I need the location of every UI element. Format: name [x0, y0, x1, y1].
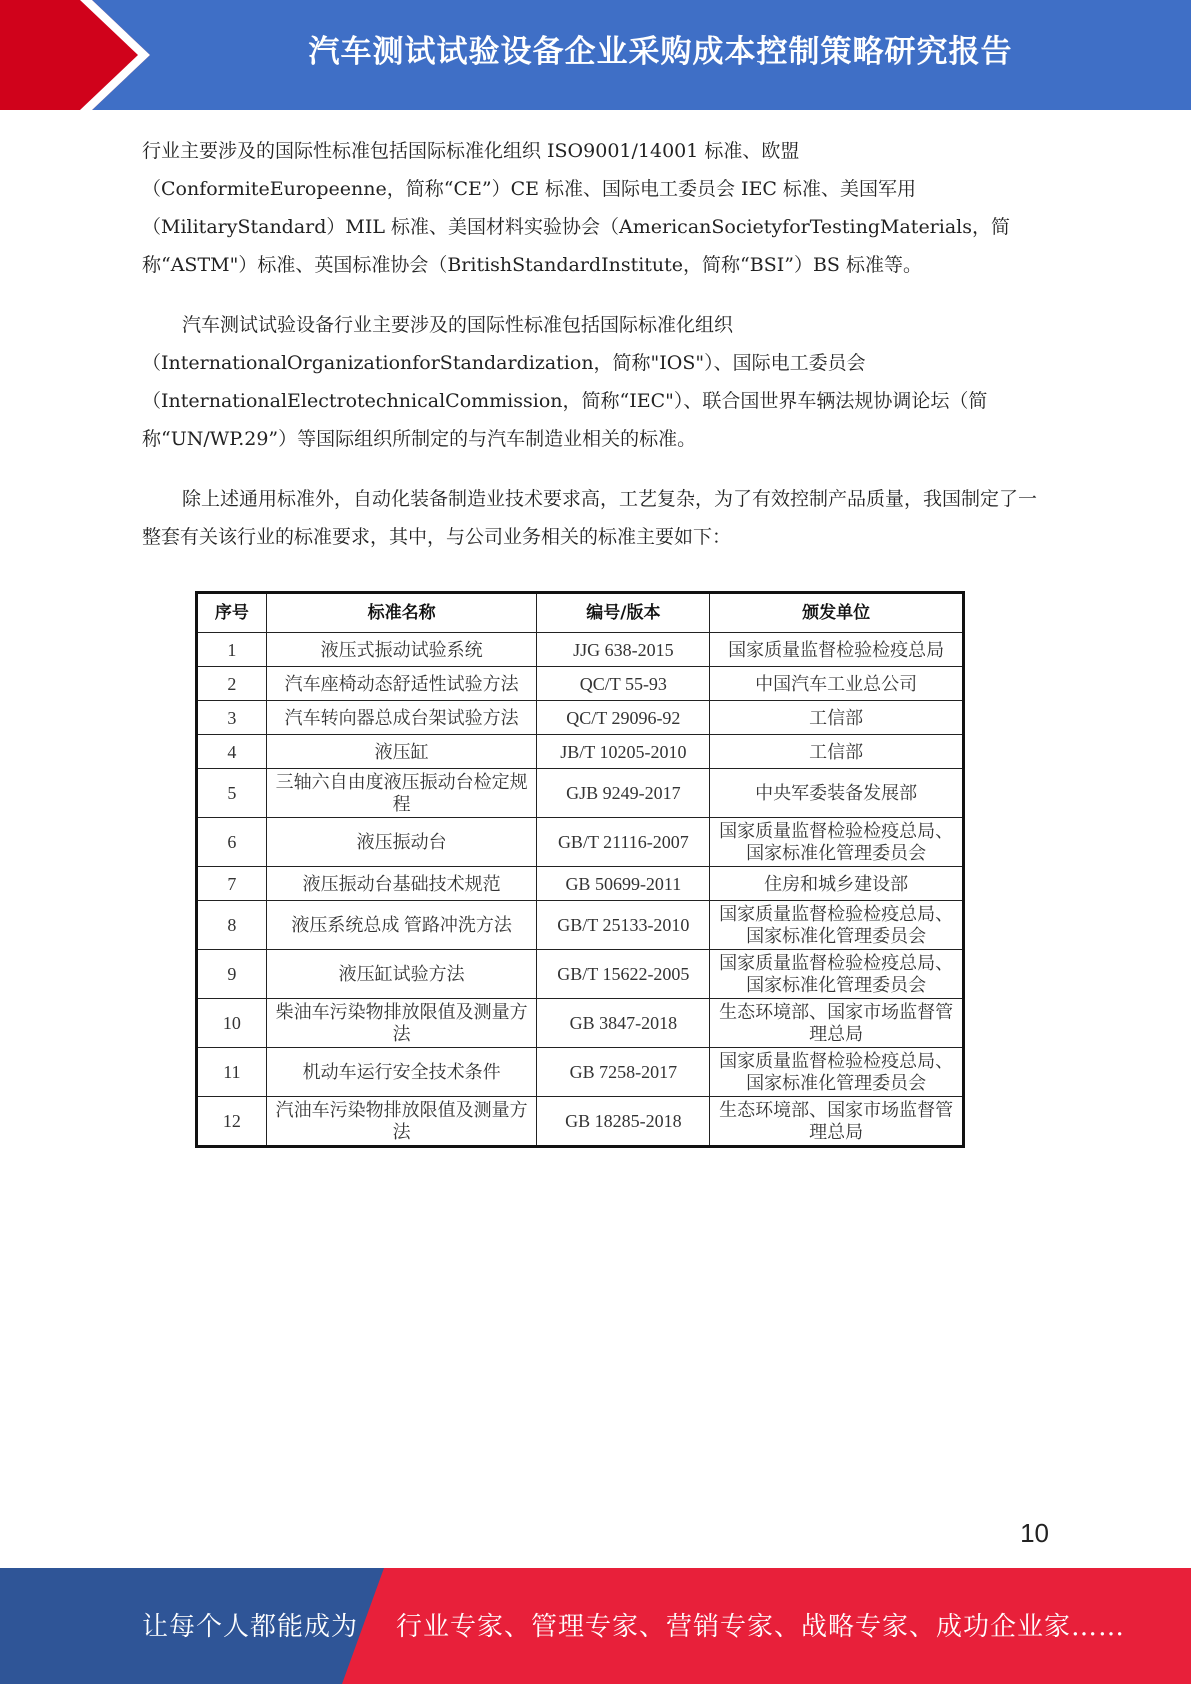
cell-number: 1	[197, 633, 267, 667]
cell-name: 液压振动台基础技术规范	[266, 867, 537, 901]
cell-name: 液压式振动试验系统	[266, 633, 537, 667]
cell-issuer: 国家质量监督检验检疫总局、国家标准化管理委员会	[710, 818, 964, 867]
cell-name: 汽车转向器总成台架试验方法	[266, 701, 537, 735]
cell-code: GB 7258-2017	[537, 1048, 710, 1097]
cell-number: 5	[197, 769, 267, 818]
table-row	[197, 1048, 964, 1097]
cell-code: GJB 9249-2017	[537, 769, 710, 818]
standards-table	[195, 591, 965, 1148]
cell-code: JJG 638-2015	[537, 633, 710, 667]
cell-code: QC/T 29096-92	[537, 701, 710, 735]
cell-name: 液压系统总成 管路冲洗方法	[266, 901, 537, 950]
cell-issuer: 国家质量监督检验检疫总局、国家标准化管理委员会	[710, 1048, 964, 1097]
cell-name: 液压缸	[266, 735, 537, 769]
col-header-name: 标准名称	[266, 593, 537, 633]
cell-number: 12	[197, 1097, 267, 1147]
cell-number: 10	[197, 999, 267, 1048]
table-row	[197, 867, 964, 901]
cell-code: GB/T 21116-2007	[537, 818, 710, 867]
cell-issuer: 生态环境部、国家市场监督管理总局	[710, 1097, 964, 1147]
table-row	[197, 950, 964, 999]
cell-issuer: 中国汽车工业总公司	[710, 667, 964, 701]
cell-code: GB/T 25133-2010	[537, 901, 710, 950]
table-row	[197, 735, 964, 769]
cell-issuer: 国家质量监督检验检疫总局	[710, 633, 964, 667]
cell-name: 机动车运行安全技术条件	[266, 1048, 537, 1097]
footer-slogan-right: 行业专家、管理专家、营销专家、战略专家、成功企业家……	[396, 1612, 1126, 1642]
col-header-issuer: 颁发单位	[710, 593, 964, 633]
cell-name: 汽车座椅动态舒适性试验方法	[266, 667, 537, 701]
cell-name: 柴油车污染物排放限值及测量方法	[266, 999, 537, 1048]
table-row	[197, 999, 964, 1048]
cell-number: 2	[197, 667, 267, 701]
cell-issuer: 住房和城乡建设部	[710, 867, 964, 901]
page-header	[0, 0, 1191, 110]
col-header-code: 编号/版本	[537, 593, 710, 633]
page-number: 10	[1020, 1518, 1049, 1548]
cell-number: 11	[197, 1048, 267, 1097]
cell-name: 汽油车污染物排放限值及测量方法	[266, 1097, 537, 1147]
header-chevron-decoration	[0, 0, 160, 110]
cell-number: 3	[197, 701, 267, 735]
table-row	[197, 818, 964, 867]
table-row	[197, 633, 964, 667]
cell-code: GB 18285-2018	[537, 1097, 710, 1147]
page-footer	[0, 1568, 1191, 1684]
cell-code: QC/T 55-93	[537, 667, 710, 701]
table-row	[197, 701, 964, 735]
cell-issuer: 国家质量监督检验检疫总局、国家标准化管理委员会	[710, 901, 964, 950]
paragraph-2: 汽车测试试验设备行业主要涉及的国际性标准包括国际标准化组织（InternationalOrganizationforStandardization，简称"IOS"）、国际电工委员会（InternationalElectrotechnicalCommission，简称“IEC"）、联合国世界车辆法规协调论坛（简称“UN/WP.29”）等国际组织所制定的与汽车制造业相关的标准。	[142, 314, 988, 450]
table-header-row	[197, 593, 964, 633]
cell-issuer: 工信部	[710, 701, 964, 735]
cell-number: 6	[197, 818, 267, 867]
cell-number: 4	[197, 735, 267, 769]
footer-slogan-left: 让每个人都能成为	[142, 1612, 359, 1642]
cell-number: 9	[197, 950, 267, 999]
cell-issuer: 国家质量监督检验检疫总局、国家标准化管理委员会	[710, 950, 964, 999]
cell-name: 液压缸试验方法	[266, 950, 537, 999]
cell-code: GB/T 15622-2005	[537, 950, 710, 999]
report-title: 汽车测试试验设备企业采购成本控制策略研究报告	[308, 34, 1013, 70]
cell-name: 液压振动台	[266, 818, 537, 867]
cell-code: GB 50699-2011	[537, 867, 710, 901]
paragraph-1: 行业主要涉及的国际性标准包括国际标准化组织 ISO9001/14001 标准、欧盟（ConformiteEuropeenne，简称“CE”）CE 标准、国际电工委员会 IEC 标准、美国军用（MilitaryStandard）MIL 标准、美国材料实验协会（AmericanSocietyforTestingMaterials，简称“ASTM"）标准、英国标准协会（BritishStandardInstitute，简称“BSI”）BS 标准等。	[142, 140, 1010, 276]
paragraph-3: 除上述通用标准外，自动化装备制造业技术要求高，工艺复杂，为了有效控制产品质量，我国制定了一整套有关该行业的标准要求，其中，与公司业务相关的标准主要如下：	[142, 488, 1038, 548]
col-header-number: 序号	[197, 593, 267, 633]
cell-name: 三轴六自由度液压振动台检定规程	[266, 769, 537, 818]
cell-issuer: 工信部	[710, 735, 964, 769]
body-text	[142, 132, 1047, 578]
table-row	[197, 769, 964, 818]
table-row	[197, 667, 964, 701]
table-row	[197, 901, 964, 950]
table-row	[197, 1097, 964, 1147]
cell-number: 8	[197, 901, 267, 950]
cell-issuer: 生态环境部、国家市场监督管理总局	[710, 999, 964, 1048]
cell-code: GB 3847-2018	[537, 999, 710, 1048]
cell-code: JB/T 10205-2010	[537, 735, 710, 769]
cell-issuer: 中央军委装备发展部	[710, 769, 964, 818]
cell-number: 7	[197, 867, 267, 901]
